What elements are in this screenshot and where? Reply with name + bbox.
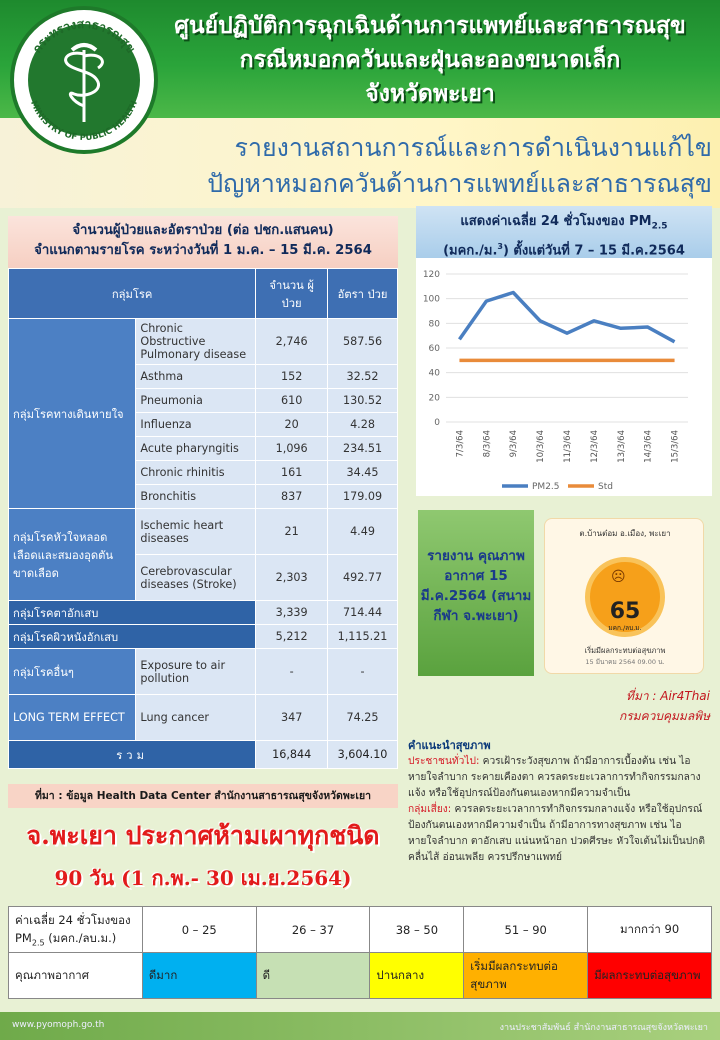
total-rate: 3,604.10 [328,741,398,769]
aq-source [420,686,710,726]
disease-rate: 1,115.21 [328,625,398,649]
health-advice [408,738,712,866]
angry-face-icon: ☹ [611,569,626,585]
aqi-level: มีผลกระทบต่อสุขภาพ [588,953,712,999]
disease-name: Cerebrovascular diseases (Stroke) [136,555,256,601]
disease-name: Exposure to air pollution [136,649,256,695]
x-tick-label: 14/3/64 [643,430,654,463]
aq-location: ต.บ้านต๋อม อ.เมือง, พะเยา [579,529,671,538]
aqi-level: ดี [256,953,370,999]
chart-title-line2a: (มคก./ม. [443,242,498,258]
y-tick-label: 60 [428,344,440,354]
aq-unit: มคก./ลบ.ม. [608,624,642,632]
aqi-range: 38 – 50 [370,907,464,953]
disease-count: 347 [256,695,328,741]
advice-general-label: ประชาชนทั่วไป: [408,756,480,767]
chart-title-sup: 3 [497,241,503,251]
disease-name: Pneumonia [136,389,256,413]
disease-rate: 32.52 [328,365,398,389]
disease-name: Influenza [136,413,256,437]
disease-rate: 179.09 [328,485,398,509]
header-title-line1: ศูนย์ปฏิบัติการฉุกเฉินด้านการแพทย์และสาธารณสุข [174,13,686,39]
disease-count: 1,096 [256,437,328,461]
disease-name: Ischemic heart diseases [136,509,256,555]
pm25-line-chart [416,258,712,496]
disease-rate: - [328,649,398,695]
legend-label: PM2.5 [532,482,560,492]
pm25-chart-title [416,206,712,258]
group-respiratory: กลุ่มโรคทางเดินหายใจ [9,319,136,509]
disease-count: 610 [256,389,328,413]
x-tick-label: 13/3/64 [616,430,627,463]
x-tick-label: 15/3/64 [670,430,681,463]
aqi-range: 26 – 37 [256,907,370,953]
footer [0,1012,720,1040]
disease-count: 2,746 [256,319,328,365]
ministry-logo [10,6,158,154]
aqi-range: 51 – 90 [464,907,588,953]
air-quality-report-box: รายงาน คุณภาพอากาศ 15 มี.ค.2564 (สนามกีฬา จ.พะเยา) [418,510,534,676]
group-longterm: LONG TERM EFFECT [9,695,136,741]
header-title-line2: กรณีหมอกควันและฝุ่นละอองขนาดเล็ก [239,47,621,73]
disease-rate: 4.49 [328,509,398,555]
disease-name: Lung cancer [136,695,256,741]
disease-rate: 4.28 [328,413,398,437]
disease-rate: 492.77 [328,555,398,601]
disease-name: Acute pharyngitis [136,437,256,461]
x-tick-label: 11/3/64 [563,430,573,463]
disease-count: 837 [256,485,328,509]
group-skin: กลุ่มโรคผิวหนังอักเสบ [9,625,256,649]
advice-general-text: ควรเฝ้าระวังสุขภาพ ถ้ามีอาการเบื้องต้น เช่น ไอ หายใจลำบาก ระคายเคืองตา ควรลดระยะเวลาการทำกิจกรรมกลางแจ้ง หรือใช้อุปกรณ์ป้องกันตนเองหากมีความจำเป็น [408,756,701,799]
series-line-pm25 [459,293,674,342]
aq-status: เริ่มมีผลกระทบต่อสุขภาพ [584,646,666,655]
col-header-rate: อัตรา ป่วย [328,269,398,319]
chart-title-line1: แสดงค่าเฉลี่ย 24 ชั่วโมงของ PM [460,214,652,229]
disease-rate: 714.44 [328,601,398,625]
x-tick-label: 8/3/64 [482,430,493,458]
x-tick-label: 9/3/64 [509,430,520,458]
y-tick-label: 20 [428,393,440,404]
aqi-range: 0 – 25 [142,907,256,953]
aqi-level: ดีมาก [142,953,256,999]
disease-name: Chronic Obstructive Pulmonary disease [136,319,256,365]
caduceus-icon [66,45,103,122]
col-header-group: กลุ่มโรค [9,269,256,319]
total-label: รวม [9,741,256,769]
disease-count: 5,212 [256,625,328,649]
disease-name: Bronchitis [136,485,256,509]
header-title-line3: จังหวัดพะเยา [365,81,495,107]
aqi-level: ปานกลาง [370,953,464,999]
advice-title: คำแนะนำสุขภาพ [408,739,491,752]
group-cardiovascular: กลุ่มโรคหัวใจหลอดเลือดและสมองอุดตันขาดเลือด [9,509,136,601]
aqi-row1-label-a: ค่าเฉลี่ย 24 ชั่วโมงของ [15,912,131,927]
disease-rate: 34.45 [328,461,398,485]
advice-risk-label: กลุ่มเสี่ยง: [408,804,452,815]
advice-risk-text: ควรลดระยะเวลาการทำกิจกรรมกลางแจ้ง หรือใช้อุปกรณ์ป้องกันตนเองหากมีความจำเป็น ถ้ามีอาการทางสุขภาพ เช่น ไอ หายใจลำบาก ตาอักเสบ แน่นหน้าอก ปวดศีรษะ หัวใจเต้นไม่เป็นปกติ คลื่นไส้ อ่อนเพลีย ควรปรึกษาแพทย์ [408,804,705,863]
disease-count: - [256,649,328,695]
aq-value: 65 [609,599,641,624]
aqi-row1-label-sub: 2.5 [31,937,45,947]
group-other: กลุ่มโรคอื่นๆ [9,649,136,695]
chart-title-line2b: ) ตั้งแต่วันที่ 7 – 15 มี.ค.2564 [502,242,685,258]
aqi-row1-label-c: (มคก./ลบ.ม.) [44,930,117,945]
aqi-row1-label [9,907,143,953]
y-tick-label: 40 [428,368,440,379]
y-tick-label: 100 [422,294,440,305]
disease-count: 2,303 [256,555,328,601]
col-header-count: จำนวน ผู้ป่วย [256,269,328,319]
x-tick-label: 10/3/64 [536,430,547,463]
group-eye: กลุ่มโรคตาอักเสบ [9,601,256,625]
disease-table [8,268,398,769]
logo-text-bottom: MINISTRY OF PUBLIC HEALTH [28,99,140,144]
logo-text-top: กระทรวงสาธารณสุข [29,16,139,56]
disease-table-title-line1: จำนวนผู้ป่วยและอัตราป่วย (ต่อ ปชก.แสนคน) [72,223,334,238]
aqi-row1-label-b: PM [15,930,32,945]
total-count: 16,844 [256,741,328,769]
aq-date: 15 มีนาคม 2564 09.00 น. [585,658,665,666]
burn-ban-title: จ.พะเยา ประกาศห้ามเผาทุกชนิด [26,821,380,850]
aqi-range: มากกว่า 90 [588,907,712,953]
disease-count: 152 [256,365,328,389]
legend-label: Std [598,482,613,492]
disease-table-title-line2: จำแนกตามรายโรค ระหว่างวันที่ 1 ม.ค. – 15 มี.ค. 2564 [34,243,372,258]
table-source: ที่มา : ข้อมูล Health Data Center สำนักงานสาธารณสุขจังหวัดพะเยา [8,784,398,808]
y-tick-label: 120 [422,270,440,280]
disease-rate: 234.51 [328,437,398,461]
aq-source-line1: ที่มา : Air4Thai [626,689,710,703]
burn-ban-period: 90 วัน (1 ก.พ.- 30 เม.ย.2564) [54,866,352,890]
x-tick-label: 7/3/64 [455,430,466,458]
disease-count: 3,339 [256,601,328,625]
chart-title-sub: 2.5 [651,221,668,232]
disease-rate: 74.25 [328,695,398,741]
air4thai-screenshot [544,518,704,674]
disease-count: 20 [256,413,328,437]
footer-credit: งานประชาสัมพันธ์ สำนักงานสาธารณสุขจังหวัดพะเยา [499,1023,708,1033]
footer-website: www.pyomoph.go.th [12,1020,105,1030]
subheader-line2: ปัญหาหมอกควันด้านการแพทย์และสาธารณสุข [207,169,712,198]
disease-rate: 130.52 [328,389,398,413]
y-tick-label: 80 [428,319,440,330]
aqi-level: เริ่มมีผลกระทบต่อสุขภาพ [464,953,588,999]
disease-count: 161 [256,461,328,485]
x-tick-label: 12/3/64 [589,430,600,463]
y-tick-label: 0 [434,418,440,428]
svg-text:กระทรวงสาธารณสุข [30,17,138,56]
disease-rate: 587.56 [328,319,398,365]
aq-source-line2: กรมควบคุมมลพิษ [618,709,710,723]
disease-name: Chronic rhinitis [136,461,256,485]
aqi-legend-table [8,906,712,999]
aqi-row2-label: คุณภาพอากาศ [9,953,143,999]
disease-count: 21 [256,509,328,555]
disease-table-title [8,216,398,268]
subheader-line1: รายงานสถานการณ์และการดำเนินงานแก้ไข [234,133,712,162]
disease-name: Asthma [136,365,256,389]
